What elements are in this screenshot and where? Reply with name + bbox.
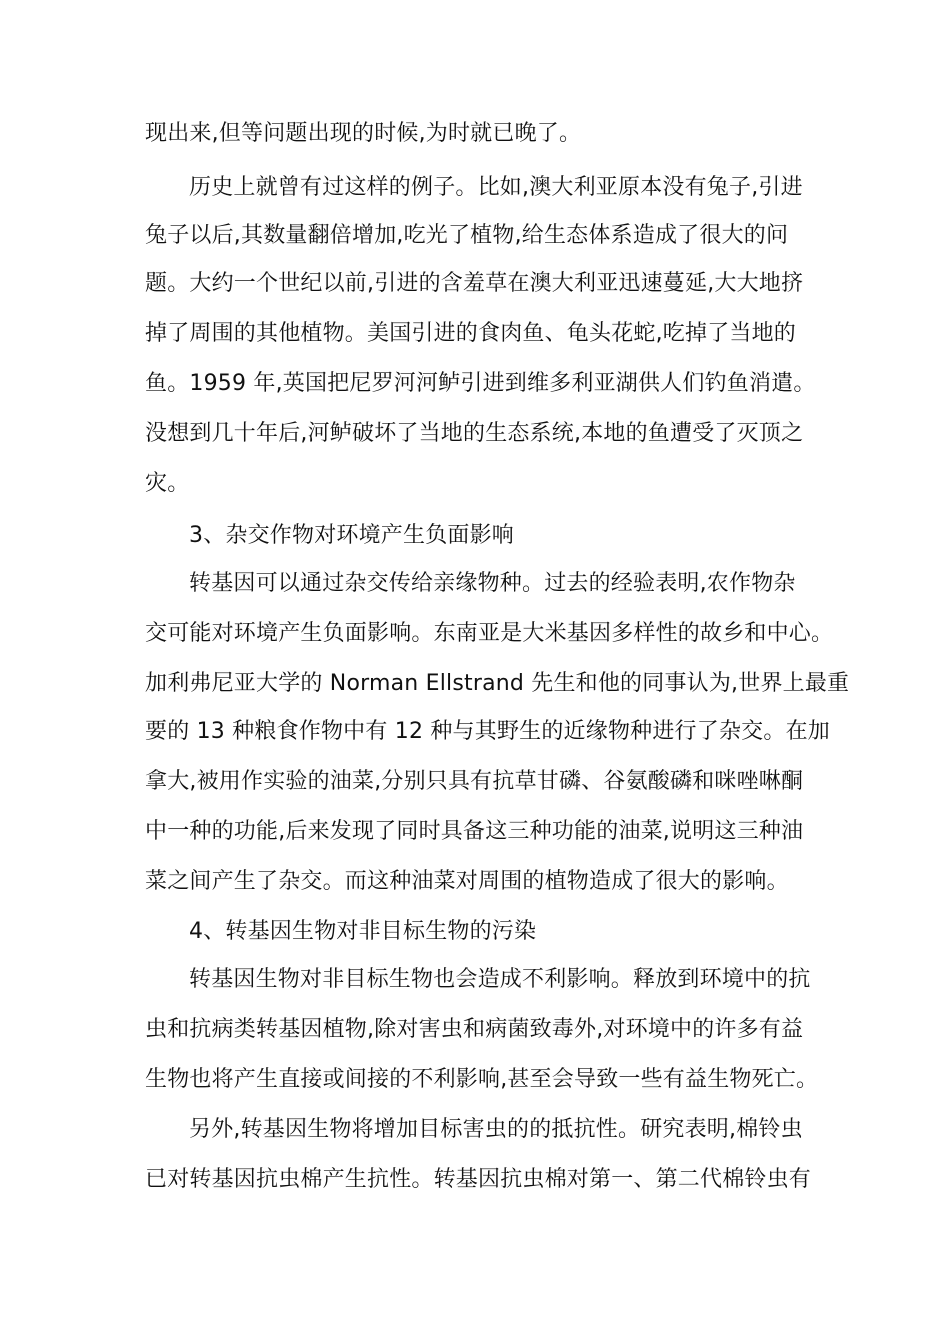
text-line: 没想到几十年后,河鲈破坏了当地的生态系统,本地的鱼遭受了灭顶之	[145, 421, 804, 446]
text-line: 题。大约一个世纪以前,引进的含羞草在澳大利亚迅速蔓延,大大地挤	[145, 271, 804, 296]
text-line: 交可能对环境产生负面影响。东南亚是大米基因多样性的故乡和中心。	[145, 621, 834, 646]
text-line: 鱼。1959 年,英国把尼罗河河鲈引进到维多利亚湖供人们钓鱼消遣。	[145, 371, 816, 396]
paragraph-start-line: 历史上就曾有过这样的例子。比如,澳大利亚原本没有兔子,引进	[189, 175, 803, 200]
section-heading: 3、杂交作物对环境产生负面影响	[189, 523, 514, 548]
text-line: 掉了周围的其他植物。美国引进的食肉鱼、龟头花蛇,吃掉了当地的	[145, 321, 796, 346]
text-line: 现出来,但等问题出现的时候,为时就已晚了。	[145, 121, 582, 146]
text-line: 中一种的功能,后来发现了同时具备这三种功能的油菜,说明这三种油	[145, 819, 804, 844]
text-line: 拿大,被用作实验的油菜,分别只具有抗草甘磷、谷氨酸磷和咪唑啉酮	[145, 769, 804, 794]
text-line: 已对转基因抗虫棉产生抗性。转基因抗虫棉对第一、第二代棉铃虫有	[145, 1167, 812, 1192]
paragraph-start-line: 另外,转基因生物将增加目标害虫的的抵抗性。研究表明,棉铃虫	[189, 1117, 803, 1142]
text-line: 加利弗尼亚大学的 Norman Ellstrand 先生和他的同事认为,世界上最重	[145, 671, 850, 696]
paragraph-start-line: 转基因可以通过杂交传给亲缘物种。过去的经验表明,农作物杂	[189, 571, 796, 596]
text-line: 虫和抗病类转基因植物,除对害虫和病菌致毒外,对环境中的许多有益	[145, 1017, 804, 1042]
paragraph-start-line: 转基因生物对非目标生物也会造成不利影响。释放到环境中的抗	[189, 967, 811, 992]
text-line: 生物也将产生直接或间接的不利影响,甚至会导致一些有益生物死亡。	[145, 1067, 819, 1092]
text-line: 菜之间产生了杂交。而这种油菜对周围的植物造成了很大的影响。	[145, 869, 789, 894]
text-line: 兔子以后,其数量翻倍增加,吃光了植物,给生态体系造成了很大的问	[145, 223, 789, 248]
text-line: 要的 13 种粮食作物中有 12 种与其野生的近缘物种进行了杂交。在加	[145, 719, 830, 744]
text-line: 灾。	[145, 471, 190, 496]
section-heading: 4、转基因生物对非目标生物的污染	[189, 919, 537, 944]
